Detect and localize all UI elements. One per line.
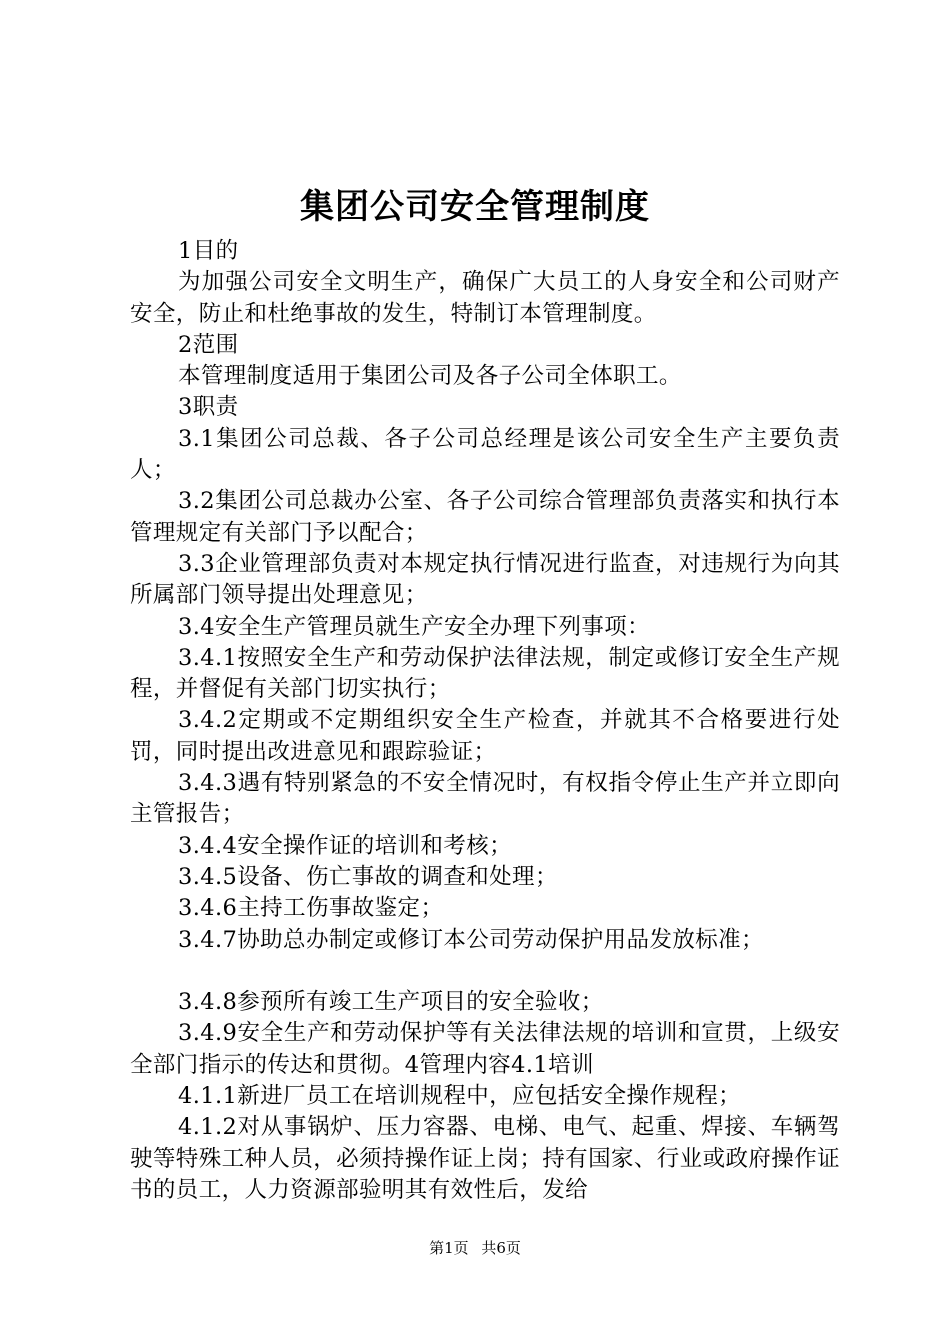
document-title: 集团公司安全管理制度 bbox=[300, 187, 650, 227]
paragraph-purpose: 为加强公司安全文明生产，确保广大员工的人身安全和公司财产安全，防止和杜绝事故的发生，特制订本管理制度。 bbox=[130, 269, 840, 327]
paragraph-item: 3.4.8参预所有竣工生产项目的安全验收； bbox=[178, 989, 604, 1016]
section-heading-duties: 3职责 bbox=[178, 394, 239, 421]
paragraph-item: 4.1.1新进厂员工在培训规程中，应包括安全操作规程； bbox=[178, 1083, 742, 1110]
section-heading-purpose: 1目的 bbox=[178, 238, 239, 264]
paragraph-item: 3.3企业管理部负责对本规定执行情况进行监查，对违规行为向其所属部门领导提出处理意见； bbox=[130, 550, 840, 609]
paragraph-item: 3.4.6主持工伤事故鉴定； bbox=[178, 895, 444, 922]
paragraph-item: 3.4.5设备、伤亡事故的调查和处理； bbox=[178, 863, 558, 890]
blank-line bbox=[130, 956, 840, 987]
page-footer bbox=[0, 1238, 950, 1258]
document-body bbox=[130, 236, 840, 1206]
paragraph-item: 3.1集团公司总裁、各子公司总经理是该公司安全生产主要负责人； bbox=[130, 425, 840, 484]
paragraph-item: 3.2集团公司总裁办公室、各子公司综合管理部负责落实和执行本管理规定有关部门予以配合； bbox=[130, 488, 840, 546]
paragraph-item: 4.1.2对从事锅炉、压力容器、电梯、电气、起重、焊接、车辆驾驶等特殊工种人员，必须持操作证上岗；持有国家、行业或政府操作证书的员工，人力资源部验明其有效性后，发给 bbox=[130, 1114, 840, 1203]
paragraph-item: 3.4安全生产管理员就生产安全办理下列事项： bbox=[178, 613, 651, 640]
section-heading-scope: 2范围 bbox=[178, 331, 239, 358]
page-number: 第1页 bbox=[429, 1239, 469, 1257]
paragraph-scope: 本管理制度适用于集团公司及各子公司全体职工。 bbox=[178, 363, 682, 390]
paragraph-item: 3.4.4安全操作证的培训和考核； bbox=[178, 832, 513, 859]
paragraph-item: 3.4.9安全生产和劳动保护等有关法律法规的培训和宣贯，上级安全部门指示的传达和贯彻。4管理内容4.1培训 bbox=[130, 1020, 840, 1078]
page-total: 共6页 bbox=[481, 1239, 521, 1257]
paragraph-item: 3.4.3遇有特别紧急的不安全情况时，有权指令停止生产并立即向主管报告； bbox=[130, 770, 840, 828]
paragraph-item: 3.4.7协助总办制定或修订本公司劳动保护用品发放标准； bbox=[178, 926, 764, 953]
paragraph-item: 3.4.2定期或不定期组织安全生产检查，并就其不合格要进行处罚，同时提出改进意见和跟踪验证； bbox=[130, 707, 840, 765]
paragraph-item: 3.4.1按照安全生产和劳动保护法律法规，制定或修订安全生产规程，并督促有关部门切实执行； bbox=[130, 644, 840, 703]
